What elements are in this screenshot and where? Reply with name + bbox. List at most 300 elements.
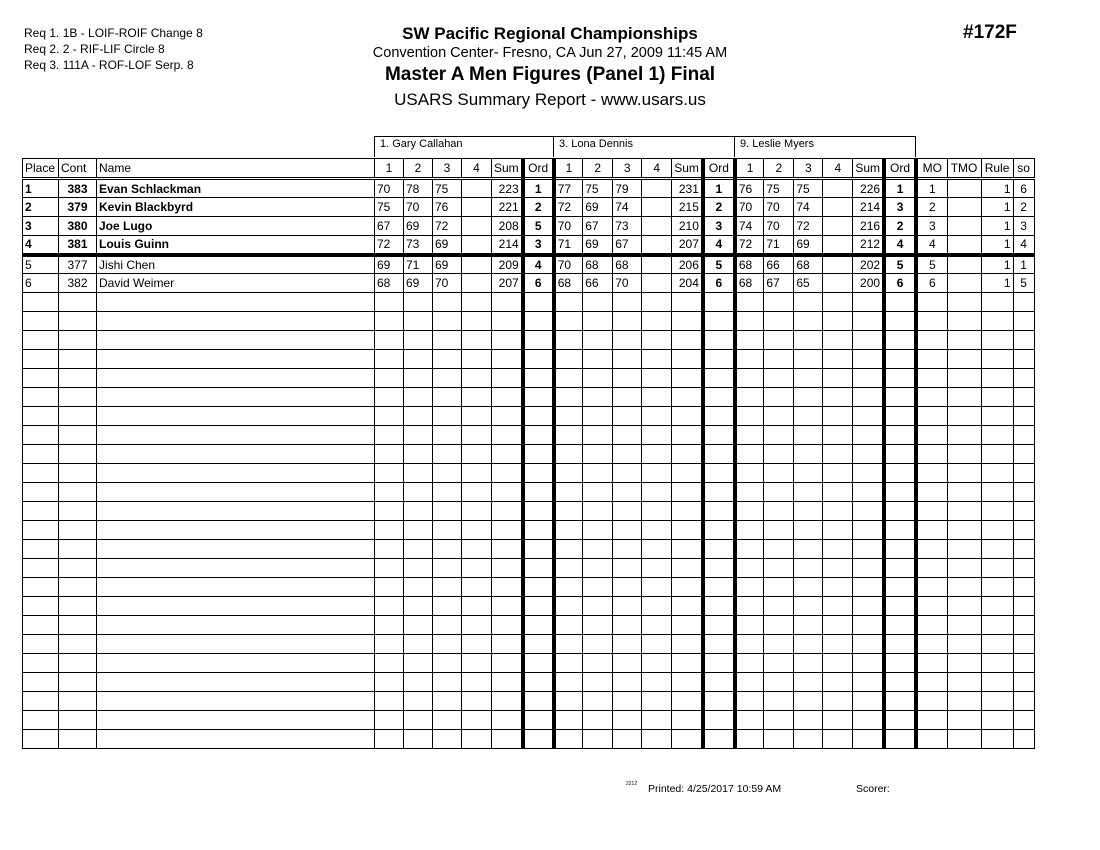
table-row: [23, 274, 1035, 293]
empty-cell: [433, 464, 462, 483]
empty-cell: [1013, 673, 1034, 692]
empty-cell: [375, 578, 404, 597]
empty-cell: [916, 331, 947, 350]
name-cell: David Weimer: [97, 274, 375, 293]
empty-cell: [433, 483, 462, 502]
empty-cell: [764, 407, 794, 426]
empty-cell: [433, 388, 462, 407]
empty-cell: [703, 654, 735, 673]
empty-cell: [375, 483, 404, 502]
score-cell: 75: [375, 198, 404, 217]
empty-cell: [23, 673, 59, 692]
col-j2-sum: Sum: [672, 159, 703, 179]
empty-cell: [947, 578, 981, 597]
col-j3-s3: 3: [794, 159, 823, 179]
empty-cell: [404, 521, 433, 540]
empty-cell: [884, 597, 916, 616]
score-cell: 72: [554, 198, 583, 217]
empty-cell: [462, 483, 492, 502]
empty-cell: [735, 464, 764, 483]
tmo-cell: [947, 236, 981, 255]
empty-cell: [642, 578, 672, 597]
so-cell: 5: [1013, 274, 1034, 293]
empty-cell: [764, 730, 794, 749]
empty-cell: [1013, 635, 1034, 654]
empty-cell: [1013, 388, 1034, 407]
empty-cell: [916, 578, 947, 597]
empty-cell: [884, 350, 916, 369]
empty-cell: [853, 445, 884, 464]
col-j1-s2: 2: [404, 159, 433, 179]
empty-cell: [462, 407, 492, 426]
score-cell: 69: [433, 236, 462, 255]
empty-cell: [97, 711, 375, 730]
empty-cell: [583, 540, 613, 559]
empty-cell: [947, 635, 981, 654]
empty-cell: [642, 673, 672, 692]
empty-cell: [97, 578, 375, 597]
tmo-cell: [947, 217, 981, 236]
empty-cell: [613, 559, 642, 578]
empty-cell: [613, 483, 642, 502]
requirement-1: Req 1. 1B - LOIF-ROIF Change 8: [24, 26, 203, 40]
empty-cell: [583, 559, 613, 578]
empty-cell: [735, 711, 764, 730]
empty-row: [23, 407, 1035, 426]
requirement-2: Req 2. 2 - RIF-LIF Circle 8: [24, 42, 165, 56]
empty-cell: [433, 673, 462, 692]
empty-cell: [492, 502, 523, 521]
table-row: [23, 255, 1035, 274]
empty-cell: [583, 407, 613, 426]
empty-cell: [375, 388, 404, 407]
empty-cell: [554, 350, 583, 369]
empty-cell: [523, 711, 554, 730]
empty-cell: [981, 426, 1013, 445]
empty-cell: [884, 426, 916, 445]
empty-cell: [764, 635, 794, 654]
empty-cell: [23, 578, 59, 597]
score-cell: 67: [613, 236, 642, 255]
empty-cell: [947, 369, 981, 388]
empty-cell: [554, 730, 583, 749]
empty-cell: [375, 559, 404, 578]
empty-row: [23, 597, 1035, 616]
empty-cell: [23, 654, 59, 673]
empty-cell: [492, 464, 523, 483]
score-cell: 69: [794, 236, 823, 255]
col-j3-s1: 1: [735, 159, 764, 179]
empty-cell: [794, 350, 823, 369]
empty-cell: [404, 388, 433, 407]
empty-cell: [884, 464, 916, 483]
empty-cell: [613, 692, 642, 711]
empty-cell: [794, 407, 823, 426]
score-cell: 68: [794, 255, 823, 274]
empty-cell: [823, 407, 853, 426]
empty-cell: [884, 673, 916, 692]
empty-cell: [23, 502, 59, 521]
event-code: #172F: [963, 22, 1017, 43]
empty-cell: [981, 312, 1013, 331]
empty-cell: [492, 350, 523, 369]
score-cell: 70: [404, 198, 433, 217]
empty-cell: [492, 445, 523, 464]
empty-cell: [823, 502, 853, 521]
empty-cell: [583, 673, 613, 692]
empty-cell: [492, 635, 523, 654]
empty-cell: [735, 616, 764, 635]
empty-row: [23, 312, 1035, 331]
empty-cell: [613, 540, 642, 559]
score-cell: 74: [735, 217, 764, 236]
empty-cell: [554, 312, 583, 331]
empty-cell: [884, 578, 916, 597]
empty-cell: [947, 673, 981, 692]
score-cell: 70: [764, 198, 794, 217]
so-cell: 6: [1013, 179, 1034, 198]
empty-cell: [97, 635, 375, 654]
sum-cell: 207: [672, 236, 703, 255]
empty-cell: [583, 483, 613, 502]
empty-cell: [947, 559, 981, 578]
empty-cell: [703, 616, 735, 635]
name-cell: Kevin Blackbyrd: [97, 198, 375, 217]
empty-cell: [853, 692, 884, 711]
col-j3-ord: Ord: [884, 159, 916, 179]
empty-cell: [492, 407, 523, 426]
empty-cell: [735, 407, 764, 426]
empty-cell: [613, 654, 642, 673]
rule-cell: 1: [981, 236, 1013, 255]
empty-cell: [916, 312, 947, 331]
empty-cell: [59, 445, 97, 464]
empty-cell: [735, 635, 764, 654]
cont-cell: 379: [59, 198, 97, 217]
empty-cell: [613, 407, 642, 426]
empty-cell: [703, 312, 735, 331]
empty-cell: [853, 711, 884, 730]
empty-cell: [672, 445, 703, 464]
empty-cell: [523, 407, 554, 426]
tmo-cell: [947, 274, 981, 293]
empty-cell: [853, 312, 884, 331]
empty-cell: [375, 635, 404, 654]
empty-cell: [375, 293, 404, 312]
empty-cell: [462, 730, 492, 749]
empty-cell: [613, 445, 642, 464]
empty-cell: [404, 502, 433, 521]
empty-cell: [672, 730, 703, 749]
empty-cell: [947, 331, 981, 350]
empty-cell: [703, 521, 735, 540]
empty-cell: [672, 559, 703, 578]
sum-cell: 212: [853, 236, 884, 255]
empty-cell: [735, 293, 764, 312]
score-cell: 68: [583, 255, 613, 274]
score-cell: 70: [375, 179, 404, 198]
empty-cell: [853, 502, 884, 521]
empty-cell: [59, 331, 97, 350]
sum-cell: 208: [492, 217, 523, 236]
empty-cell: [613, 578, 642, 597]
empty-cell: [916, 692, 947, 711]
empty-cell: [462, 559, 492, 578]
score-cell: [462, 255, 492, 274]
empty-cell: [59, 597, 97, 616]
empty-cell: [23, 521, 59, 540]
empty-cell: [794, 483, 823, 502]
empty-cell: [433, 730, 462, 749]
empty-row: [23, 711, 1035, 730]
empty-cell: [853, 578, 884, 597]
sum-cell: 223: [492, 179, 523, 198]
empty-cell: [703, 597, 735, 616]
empty-cell: [981, 331, 1013, 350]
empty-cell: [642, 464, 672, 483]
empty-cell: [916, 540, 947, 559]
empty-cell: [97, 331, 375, 350]
empty-cell: [462, 540, 492, 559]
empty-cell: [794, 597, 823, 616]
score-cell: 66: [583, 274, 613, 293]
score-cell: [823, 274, 853, 293]
empty-cell: [672, 616, 703, 635]
empty-cell: [59, 312, 97, 331]
col-j3-s2: 2: [764, 159, 794, 179]
empty-cell: [433, 350, 462, 369]
score-cell: 75: [433, 179, 462, 198]
sum-cell: 200: [853, 274, 884, 293]
empty-cell: [981, 350, 1013, 369]
empty-cell: [642, 388, 672, 407]
empty-cell: [583, 350, 613, 369]
empty-cell: [916, 635, 947, 654]
empty-cell: [554, 654, 583, 673]
col-name: Name: [97, 159, 375, 179]
empty-cell: [462, 711, 492, 730]
score-cell: 70: [554, 255, 583, 274]
table-header-row: [23, 159, 1035, 179]
empty-cell: [735, 369, 764, 388]
place-cell: 2: [23, 198, 59, 217]
empty-cell: [583, 293, 613, 312]
empty-cell: [375, 312, 404, 331]
empty-cell: [554, 502, 583, 521]
empty-cell: [884, 692, 916, 711]
empty-cell: [823, 559, 853, 578]
empty-cell: [764, 711, 794, 730]
table-row: [23, 198, 1035, 217]
empty-row: [23, 521, 1035, 540]
empty-cell: [59, 711, 97, 730]
ordinal-cell: 3: [703, 217, 735, 236]
empty-cell: [462, 578, 492, 597]
empty-row: [23, 445, 1035, 464]
sum-cell: 214: [853, 198, 884, 217]
place-cell: 5: [23, 255, 59, 274]
empty-cell: [97, 293, 375, 312]
empty-cell: [97, 540, 375, 559]
col-j1-ord: Ord: [523, 159, 554, 179]
empty-cell: [916, 293, 947, 312]
empty-cell: [97, 388, 375, 407]
empty-cell: [794, 426, 823, 445]
empty-cell: [59, 730, 97, 749]
empty-cell: [916, 369, 947, 388]
empty-cell: [794, 692, 823, 711]
empty-cell: [672, 692, 703, 711]
empty-cell: [947, 293, 981, 312]
empty-cell: [703, 578, 735, 597]
empty-cell: [947, 597, 981, 616]
empty-cell: [981, 407, 1013, 426]
empty-cell: [823, 578, 853, 597]
empty-cell: [947, 711, 981, 730]
empty-cell: [823, 635, 853, 654]
empty-cell: [981, 502, 1013, 521]
empty-cell: [462, 692, 492, 711]
empty-cell: [462, 597, 492, 616]
empty-cell: [554, 521, 583, 540]
empty-cell: [1013, 559, 1034, 578]
empty-cell: [735, 559, 764, 578]
sum-cell: 221: [492, 198, 523, 217]
col-cont: Cont: [59, 159, 97, 179]
empty-cell: [613, 388, 642, 407]
empty-cell: [823, 483, 853, 502]
empty-cell: [523, 730, 554, 749]
score-cell: 72: [794, 217, 823, 236]
empty-cell: [554, 540, 583, 559]
ordinal-cell: 4: [523, 255, 554, 274]
empty-cell: [794, 331, 823, 350]
empty-cell: [642, 502, 672, 521]
empty-cell: [23, 388, 59, 407]
empty-cell: [916, 445, 947, 464]
sum-cell: 215: [672, 198, 703, 217]
empty-cell: [735, 597, 764, 616]
col-mo: MO: [916, 159, 947, 179]
ordinal-cell: 6: [703, 274, 735, 293]
ordinal-cell: 2: [703, 198, 735, 217]
score-cell: 68: [375, 274, 404, 293]
empty-cell: [523, 483, 554, 502]
empty-cell: [404, 407, 433, 426]
score-cell: 69: [433, 255, 462, 274]
empty-cell: [23, 312, 59, 331]
place-cell: 1: [23, 179, 59, 198]
empty-cell: [59, 293, 97, 312]
empty-cell: [981, 521, 1013, 540]
empty-cell: [764, 293, 794, 312]
empty-cell: [23, 350, 59, 369]
score-cell: [642, 179, 672, 198]
empty-cell: [884, 312, 916, 331]
empty-cell: [583, 369, 613, 388]
empty-cell: [884, 407, 916, 426]
so-cell: 4: [1013, 236, 1034, 255]
col-j2-s4: 4: [642, 159, 672, 179]
empty-cell: [554, 293, 583, 312]
so-cell: 1: [1013, 255, 1034, 274]
empty-cell: [433, 711, 462, 730]
empty-cell: [554, 445, 583, 464]
empty-cell: [433, 521, 462, 540]
empty-cell: [981, 730, 1013, 749]
empty-cell: [1013, 597, 1034, 616]
empty-cell: [947, 521, 981, 540]
empty-cell: [794, 711, 823, 730]
empty-cell: [764, 350, 794, 369]
empty-cell: [613, 312, 642, 331]
empty-cell: [404, 578, 433, 597]
empty-cell: [764, 616, 794, 635]
empty-cell: [916, 559, 947, 578]
empty-cell: [583, 388, 613, 407]
empty-cell: [554, 483, 583, 502]
cont-cell: 382: [59, 274, 97, 293]
empty-cell: [23, 616, 59, 635]
empty-cell: [703, 331, 735, 350]
empty-cell: [433, 369, 462, 388]
empty-cell: [462, 502, 492, 521]
empty-cell: [375, 369, 404, 388]
empty-cell: [375, 407, 404, 426]
empty-cell: [823, 597, 853, 616]
empty-cell: [735, 521, 764, 540]
empty-cell: [613, 635, 642, 654]
empty-cell: [672, 654, 703, 673]
empty-cell: [554, 426, 583, 445]
score-cell: 69: [583, 236, 613, 255]
col-j1-sum: Sum: [492, 159, 523, 179]
empty-cell: [523, 293, 554, 312]
empty-cell: [462, 521, 492, 540]
empty-cell: [97, 369, 375, 388]
empty-cell: [853, 388, 884, 407]
empty-cell: [947, 350, 981, 369]
score-cell: 73: [404, 236, 433, 255]
mo-cell: 5: [916, 255, 947, 274]
empty-cell: [523, 692, 554, 711]
table-row: [23, 236, 1035, 255]
results-table: [22, 158, 1035, 749]
empty-cell: [613, 711, 642, 730]
score-cell: 69: [404, 274, 433, 293]
score-cell: 68: [613, 255, 642, 274]
empty-cell: [853, 331, 884, 350]
rule-cell: 1: [981, 217, 1013, 236]
score-cell: 74: [613, 198, 642, 217]
col-j1-s1: 1: [375, 159, 404, 179]
score-cell: 71: [404, 255, 433, 274]
empty-cell: [492, 312, 523, 331]
empty-cell: [672, 407, 703, 426]
empty-cell: [703, 464, 735, 483]
empty-row: [23, 483, 1035, 502]
empty-cell: [916, 616, 947, 635]
empty-cell: [853, 464, 884, 483]
empty-cell: [735, 673, 764, 692]
empty-cell: [672, 673, 703, 692]
empty-cell: [703, 293, 735, 312]
empty-cell: [523, 597, 554, 616]
empty-cell: [794, 312, 823, 331]
empty-cell: [583, 654, 613, 673]
score-cell: [462, 274, 492, 293]
place-cell: 4: [23, 236, 59, 255]
